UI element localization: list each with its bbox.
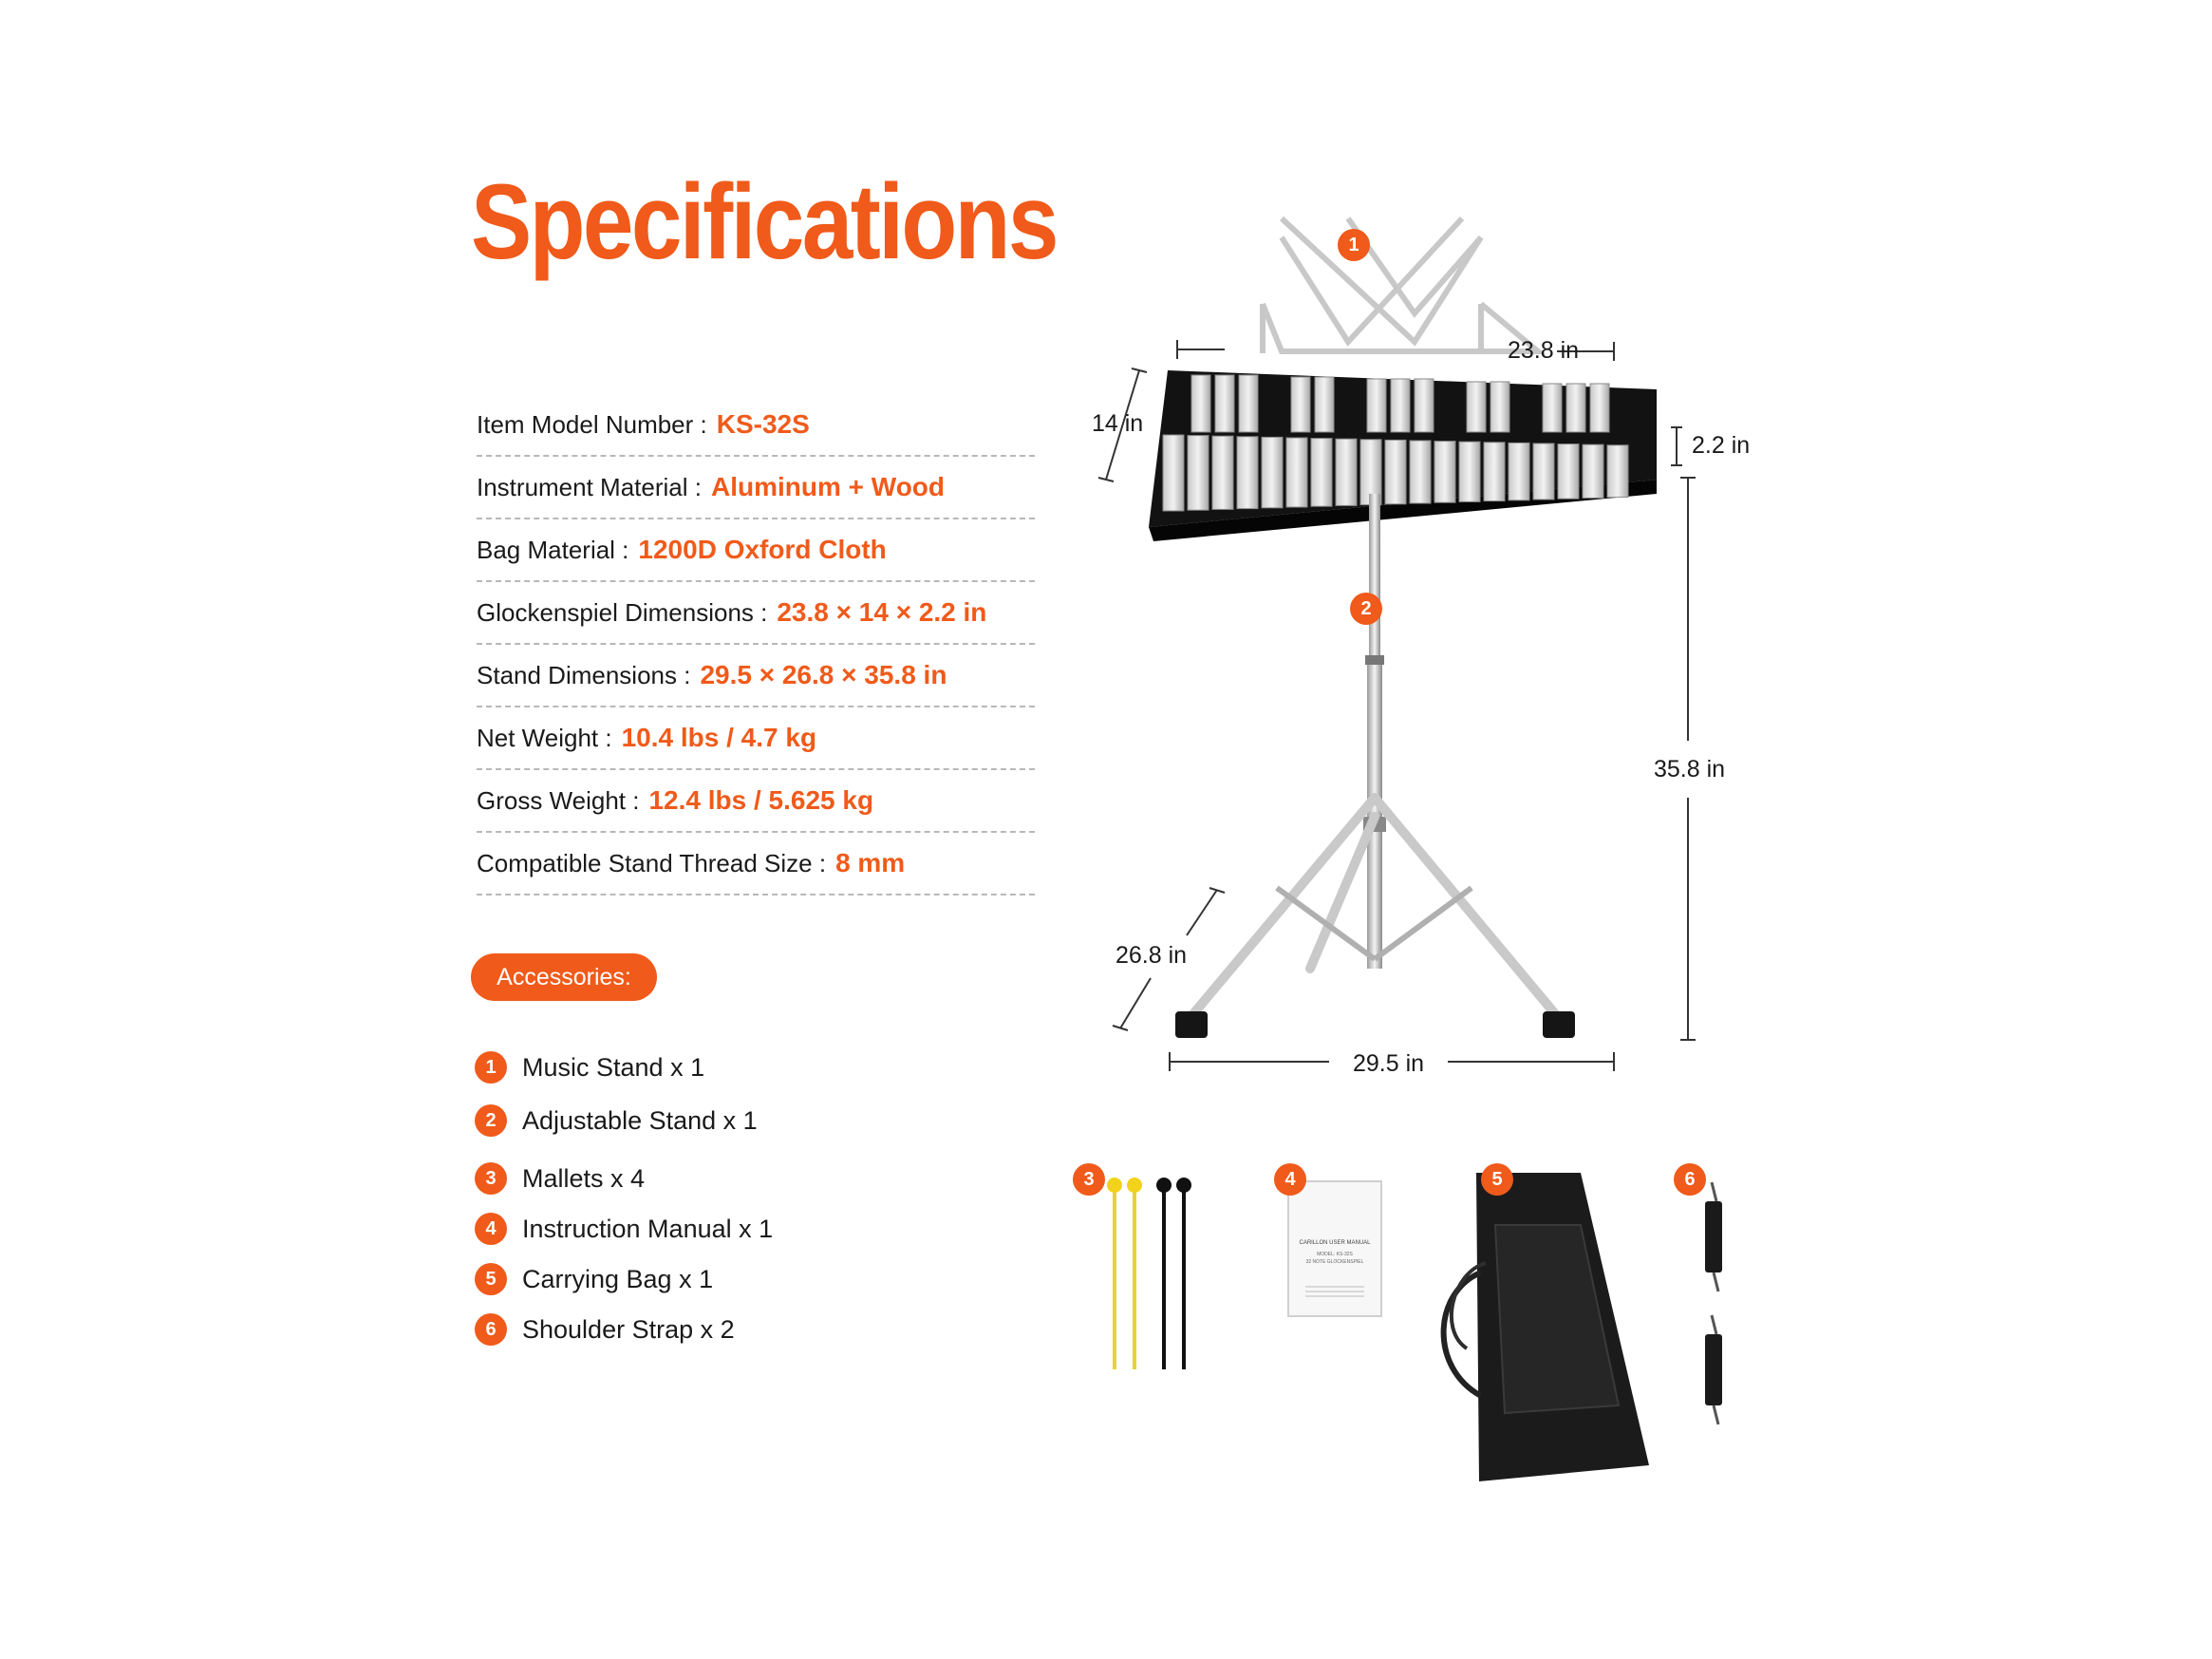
spec-label: Bag Material :	[477, 535, 629, 564]
dimension-depth-label: 14 in	[1092, 410, 1144, 437]
marker-manual: 4	[1274, 1163, 1306, 1196]
mallets-icon	[1107, 1178, 1191, 1369]
number-badge: 3	[475, 1162, 507, 1195]
number-badge: 5	[475, 1263, 507, 1295]
number-badge: 6	[475, 1313, 507, 1346]
accessory-label: Music Stand x 1	[522, 1052, 705, 1082]
accessory-label: Instruction Manual x 1	[522, 1214, 774, 1243]
page-title: Specifications	[471, 162, 1057, 281]
number-badge: 1	[475, 1051, 507, 1084]
music-stand-icon	[1263, 218, 1538, 353]
spec-value: 1200D Oxford Cloth	[638, 535, 887, 564]
spec-value: 23.8 × 14 × 2.2 in	[777, 597, 987, 627]
dimension-stand-width-label: 29.5 in	[1353, 1050, 1425, 1077]
number-badge: 2	[475, 1104, 507, 1137]
marker-carrying-bag: 5	[1481, 1163, 1513, 1196]
spec-value: 10.4 lbs / 4.7 kg	[621, 723, 817, 752]
spec-label: Compatible Stand Thread Size :	[477, 848, 827, 877]
number-badge: 4	[475, 1213, 507, 1245]
manual-title: CARILLON USER MANUAL	[1299, 1240, 1371, 1246]
glockenspiel-bar	[1311, 439, 1332, 507]
glockenspiel-bar	[1434, 442, 1455, 503]
glockenspiel-bar	[1533, 443, 1554, 500]
glockenspiel-bar	[1262, 437, 1283, 507]
marker-shoulder-strap: 6	[1674, 1163, 1706, 1196]
spec-value: 12.4 lbs / 5.625 kg	[648, 785, 874, 815]
dimension-width-label: 23.8 in	[1508, 337, 1580, 364]
marker-music-stand: 1	[1338, 229, 1370, 261]
glockenspiel-bar	[1484, 443, 1505, 501]
glockenspiel-bar	[1237, 437, 1258, 509]
spec-label: Glockenspiel Dimensions :	[477, 597, 768, 627]
glockenspiel-bar	[1212, 436, 1233, 509]
accessories-badge: Accessories:	[471, 953, 657, 1001]
shoulder-strap-icon	[1705, 1182, 1722, 1424]
accessory-label: Mallets x 4	[522, 1163, 646, 1193]
accessory-label: Carrying Bag x 1	[522, 1264, 714, 1293]
manual-line: MODEL: KS-32S	[1317, 1252, 1353, 1257]
dimension-stand-depth-label: 26.8 in	[1115, 942, 1188, 969]
carrying-bag-icon	[1444, 1173, 1649, 1481]
glockenspiel-bar	[1410, 441, 1431, 503]
dimension-stand-height-label: 35.8 in	[1654, 756, 1726, 782]
glockenspiel-bar	[1336, 439, 1357, 505]
manual-icon	[1288, 1181, 1381, 1316]
glockenspiel-icon	[1149, 370, 1657, 541]
spec-value: 29.5 × 26.8 × 35.8 in	[700, 660, 947, 689]
spec-label: Item Model Number :	[477, 409, 707, 439]
glockenspiel-bar	[1607, 445, 1628, 498]
glockenspiel-bar	[1583, 444, 1603, 498]
glockenspiel-bar	[1188, 436, 1209, 511]
glockenspiel-bar	[1558, 444, 1579, 500]
dimension-bar-height-label: 2.2 in	[1692, 432, 1751, 459]
manual-line: 32 NOTE GLOCKENSPIEL	[1305, 1259, 1364, 1265]
accessory-label: Adjustable Stand x 1	[522, 1105, 758, 1135]
spec-label: Stand Dimensions :	[477, 660, 691, 689]
glockenspiel-bar	[1459, 442, 1480, 501]
glockenspiel-bar	[1286, 438, 1307, 507]
glockenspiel-bar	[1509, 443, 1529, 500]
spec-label: Gross Weight :	[477, 785, 640, 815]
spec-label: Instrument Material :	[477, 472, 702, 501]
glockenspiel-bar	[1385, 440, 1406, 503]
spec-label: Net Weight :	[477, 723, 612, 752]
spec-value: 8 mm	[835, 848, 906, 877]
spec-value: Aluminum + Wood	[710, 472, 946, 501]
marker-mallets: 3	[1073, 1163, 1105, 1196]
accessory-label: Shoulder Strap x 2	[522, 1314, 735, 1344]
glockenspiel-bar	[1163, 435, 1184, 511]
adjustable-stand-icon	[1175, 494, 1575, 1038]
marker-adjustable-stand: 2	[1350, 593, 1382, 625]
spec-value: KS-32S	[716, 409, 810, 439]
